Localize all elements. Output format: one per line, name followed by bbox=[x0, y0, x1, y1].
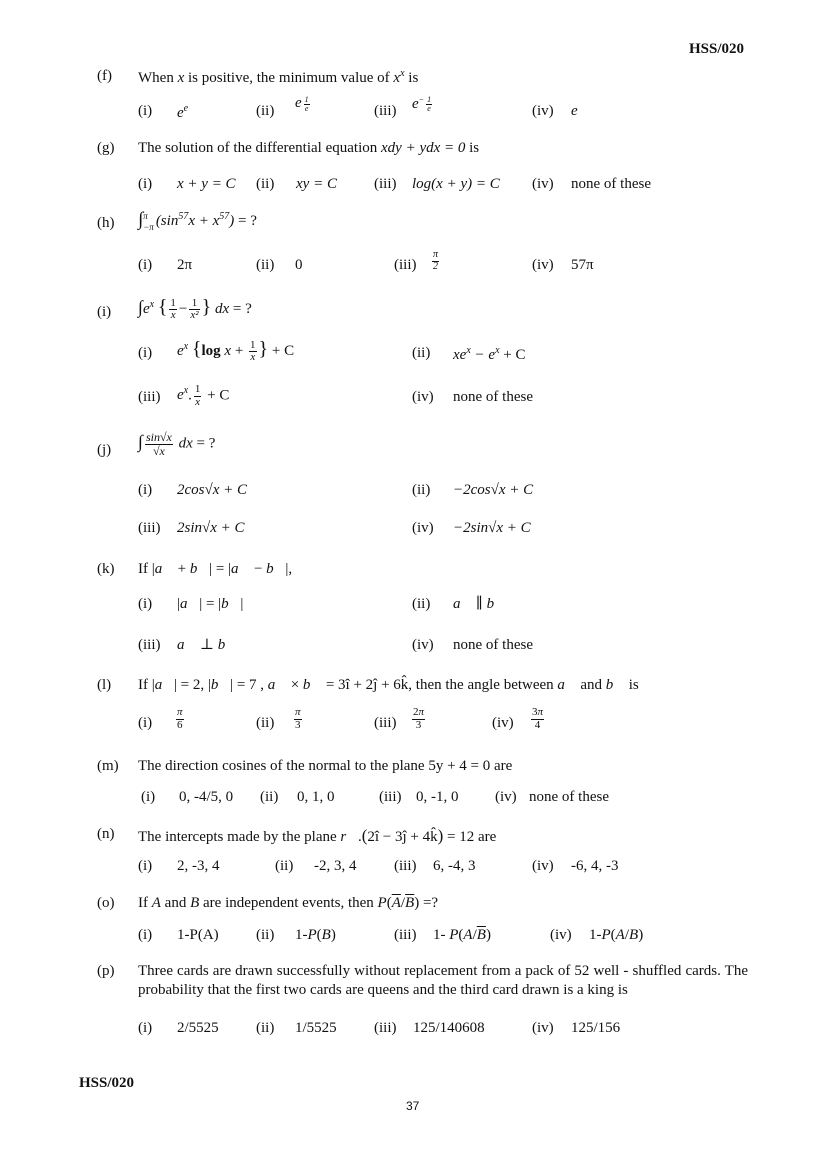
option-value: 0, -4/5, 0 bbox=[179, 789, 234, 805]
option-value: 1-P(B) bbox=[295, 927, 336, 943]
option-label: (ii) bbox=[260, 789, 279, 805]
option-value: 125/156 bbox=[571, 1020, 621, 1036]
option-label: (iv) bbox=[532, 103, 554, 119]
option-value: 2π bbox=[177, 257, 193, 273]
question-label: (l) bbox=[97, 677, 112, 693]
option-value: $e^e$ bbox=[177, 103, 189, 121]
question-text: If A and B are independent events, then $P(\overline{A}/\overline{B})$ =? bbox=[138, 895, 439, 911]
option-value: $\frac{2\pi}{3}$ bbox=[413, 706, 425, 731]
option-label: (i) bbox=[138, 482, 153, 498]
option-value: −2sin√x + C bbox=[453, 520, 531, 536]
option-label: (ii) bbox=[256, 103, 275, 119]
question-label: (n) bbox=[97, 826, 115, 842]
option-label: (i) bbox=[138, 1020, 153, 1036]
option-label: (iii) bbox=[374, 103, 397, 119]
option-label: (i) bbox=[138, 858, 153, 874]
option-label: (ii) bbox=[275, 858, 294, 874]
option-label: (ii) bbox=[256, 257, 275, 273]
option-label: (ii) bbox=[256, 715, 275, 731]
question-label: (f) bbox=[97, 68, 112, 84]
question-text: The solution of the differential equation xdy + ydx = 0 is bbox=[138, 140, 480, 156]
option-label: (iv) bbox=[412, 637, 434, 653]
option-label: (iii) bbox=[138, 520, 161, 536]
option-value: 0, -1, 0 bbox=[416, 789, 459, 805]
option-value: e $\frac{1}{e}$ bbox=[295, 95, 309, 114]
option-label: (i) bbox=[138, 927, 153, 943]
option-value: |a⃗| = |b⃗| bbox=[177, 596, 244, 612]
option-value: e bbox=[571, 103, 578, 119]
option-value: 1-P(A) bbox=[177, 927, 219, 943]
option-label: (iii) bbox=[374, 715, 397, 731]
question-label: (o) bbox=[97, 895, 115, 911]
option-value: 2, -3, 4 bbox=[177, 858, 220, 874]
option-value: 2/5525 bbox=[177, 1020, 219, 1036]
option-value: -6, 4, -3 bbox=[571, 858, 619, 874]
option-label: (iv) bbox=[550, 927, 572, 943]
option-label: (ii) bbox=[412, 482, 431, 498]
question-label: (p) bbox=[97, 963, 115, 979]
option-label: (iv) bbox=[532, 1020, 554, 1036]
option-value: 125/140608 bbox=[413, 1020, 485, 1036]
option-value: a⃗ ⊥ b⃗ bbox=[177, 637, 237, 653]
option-value: $xe^x - e^x + C$ bbox=[453, 345, 526, 363]
option-value: −2cos√x + C bbox=[453, 482, 534, 498]
question-text: The direction cosines of the normal to the plane 5y + 4 = 0 are bbox=[138, 758, 513, 774]
option-value: none of these bbox=[453, 389, 533, 405]
option-label: (ii) bbox=[256, 1020, 275, 1036]
option-label: (i) bbox=[138, 257, 153, 273]
option-value: x + y = C bbox=[177, 176, 236, 192]
question-text: Three cards are drawn successfully without replacement from a pack of 52 well - shuffled cards. The probability that the first two cards are queens and the third card drawn is a king is bbox=[138, 963, 748, 998]
option-label: (iii) bbox=[394, 257, 417, 273]
option-label: (ii) bbox=[412, 345, 431, 361]
option-label: (iv) bbox=[412, 389, 434, 405]
question-text: If |a⃗| = 2, |b⃗| = 7 , a⃗ × b⃗ = 3î + 2ĵ + 6k̂, then the angle between a⃗ and b⃗ is bbox=[138, 677, 639, 693]
option-label: (iv) bbox=[492, 715, 514, 731]
option-value: 6, -4, 3 bbox=[433, 858, 476, 874]
option-label: (iii) bbox=[394, 927, 417, 943]
option-label: (ii) bbox=[256, 176, 275, 192]
option-label: (iv) bbox=[532, 176, 554, 192]
option-value: a⃗ ∥ b⃗ bbox=[453, 596, 506, 612]
question-label: (i) bbox=[97, 304, 112, 320]
option-value: 1-P(A/B) bbox=[589, 927, 644, 943]
option-value: 57π bbox=[571, 257, 594, 273]
option-label: (i) bbox=[138, 345, 153, 361]
question-text: The intercepts made by the plane r⃗.(2î − 3ĵ + 4k̂) = 12 are bbox=[138, 826, 497, 845]
question-label: (h) bbox=[97, 215, 115, 231]
option-label: (ii) bbox=[412, 596, 431, 612]
option-value: $e^x$. $\frac{1}{x}$ + C bbox=[177, 383, 230, 408]
question-text: ∫ $\frac{\sin√x}{√x}$ dx = ? bbox=[138, 430, 216, 458]
question-label: (j) bbox=[97, 442, 112, 458]
option-label: (iii) bbox=[138, 637, 161, 653]
option-label: (iv) bbox=[412, 520, 434, 536]
option-value: $\frac{3\pi}{4}$ bbox=[532, 706, 544, 731]
option-label: (iii) bbox=[374, 1020, 397, 1036]
option-value: log(x + y) = C bbox=[412, 176, 500, 192]
option-value: $\frac{\pi}{3}$ bbox=[295, 706, 301, 731]
option-value: 2sin√x + C bbox=[177, 520, 245, 536]
page-number: 37 bbox=[406, 1099, 420, 1113]
option-value: -2, 3, 4 bbox=[314, 858, 357, 874]
option-value: $\frac{\pi}{6}$ bbox=[177, 706, 183, 731]
option-label: (i) bbox=[138, 176, 153, 192]
question-label: (k) bbox=[97, 561, 115, 577]
option-label: (iv) bbox=[495, 789, 517, 805]
question-text: When x is positive, the minimum value of $x^x$ is bbox=[138, 68, 419, 86]
option-value: none of these bbox=[453, 637, 533, 653]
option-value: none of these bbox=[529, 789, 609, 805]
option-value: 0, 1, 0 bbox=[297, 789, 335, 805]
question-label: (m) bbox=[97, 758, 119, 774]
option-value: $e^x$ {log x + $\frac{1}{x}$ } + C bbox=[177, 338, 295, 364]
option-label: (iii) bbox=[394, 858, 417, 874]
footer-code: HSS/020 bbox=[79, 1075, 135, 1091]
option-value: 1/5525 bbox=[295, 1020, 337, 1036]
option-value: 0 bbox=[295, 257, 303, 273]
option-value: xy = C bbox=[296, 176, 337, 192]
question-text: If |a⃗ + b⃗| = |a⃗ − b⃗|, bbox=[138, 561, 293, 577]
option-label: (iv) bbox=[532, 257, 554, 273]
option-value: $\frac{\pi}{2}$ bbox=[433, 249, 439, 272]
option-value: 2cos√x + C bbox=[177, 482, 248, 498]
option-value: e− $\frac{1}{e}$ bbox=[412, 95, 432, 114]
question-label: (g) bbox=[97, 140, 115, 156]
option-value: 1- $P(A/\overline{B})$ bbox=[433, 927, 491, 943]
header-code: HSS/020 bbox=[689, 41, 745, 57]
option-label: (i) bbox=[141, 789, 156, 805]
option-label: (ii) bbox=[256, 927, 275, 943]
option-value: none of these bbox=[571, 176, 651, 192]
option-label: (i) bbox=[138, 715, 153, 731]
option-label: (iii) bbox=[374, 176, 397, 192]
option-label: (iii) bbox=[379, 789, 402, 805]
option-label: (iv) bbox=[532, 858, 554, 874]
question-text: ∫ π −π $(\sin^{57}x + x^{57})$ = ? bbox=[138, 209, 257, 232]
question-text: $\int e^x$ { $\frac{1}{x}$ − $\frac{1}{\text{x²}}$ } dx = ? bbox=[138, 296, 252, 322]
option-label: (i) bbox=[138, 103, 153, 119]
option-label: (iii) bbox=[138, 389, 161, 405]
option-label: (i) bbox=[138, 596, 153, 612]
